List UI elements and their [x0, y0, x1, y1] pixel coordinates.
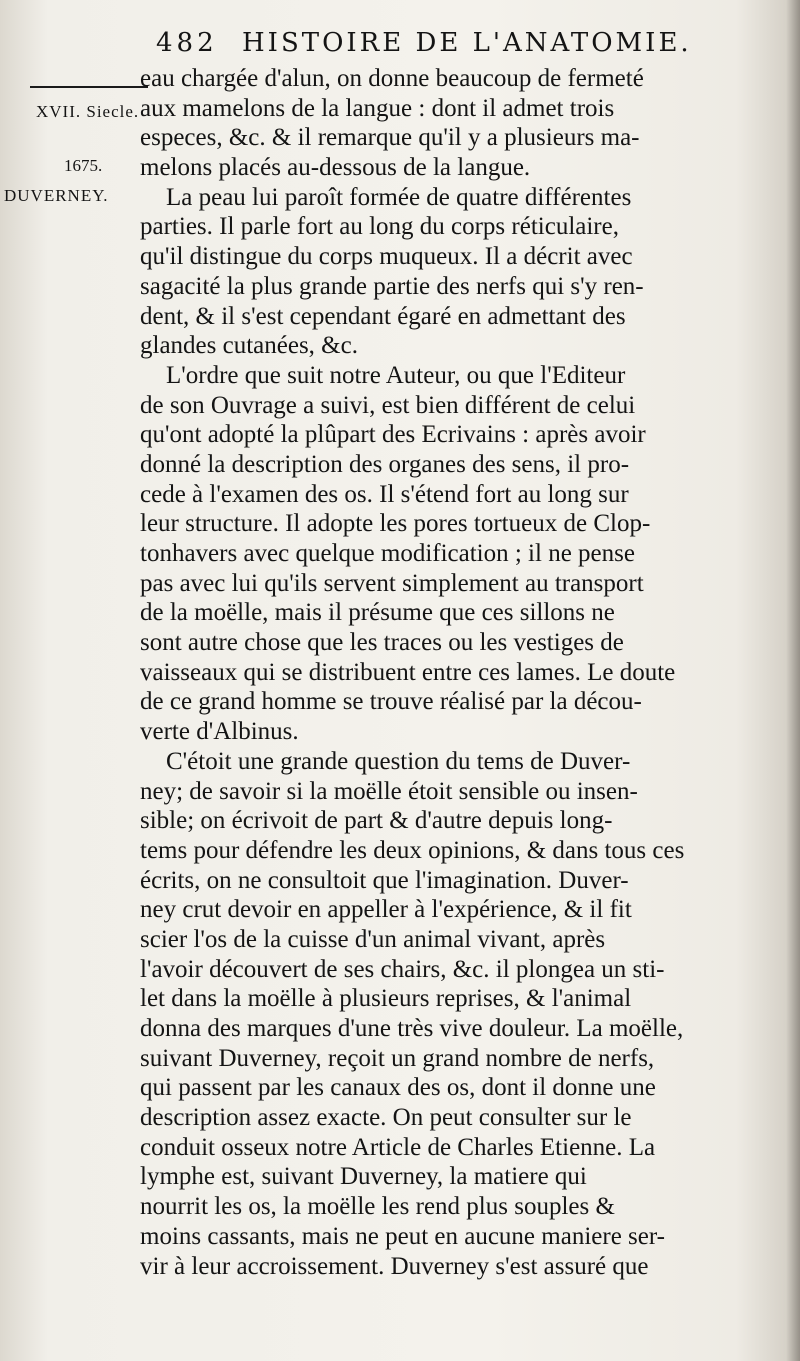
text-line: suivant Duverney, reçoit un grand nombre de nerfs, — [140, 1044, 655, 1072]
margin-year: 1675. — [64, 156, 103, 175]
text-line: écrits, on ne consultoit que l'imagination. Duver- — [140, 866, 629, 894]
text-line: cede à l'examen des os. Il s'étend fort au long sur — [140, 480, 629, 508]
text-line: conduit osseux notre Article de Charles Etienne. La — [140, 1133, 656, 1161]
text-line: de son Ouvrage a suivi, est bien différent de celui — [140, 391, 636, 419]
text-line: qu'ont adopté la plûpart des Ecrivains : après avoir — [140, 421, 646, 449]
text-line: parties. Il parle fort au long du corps réticulaire, — [140, 213, 619, 241]
page-number: 482 — [156, 28, 218, 58]
text-line: de la moëlle, mais il présume que ces sillons ne — [140, 599, 615, 627]
body-text — [140, 64, 760, 1281]
text-line: tems pour défendre les deux opinions, & dans tous ces — [140, 836, 685, 864]
page-edge-shadow — [786, 0, 800, 1361]
margin-century: XVII. Siecle. — [36, 102, 140, 121]
running-header — [150, 22, 760, 62]
text-line: moins cassants, mais ne peut en aucune maniere ser- — [140, 1222, 666, 1250]
text-line: La peau lui paroît formée de quatre différentes — [166, 183, 632, 211]
text-line: melons placés au-dessous de la langue. — [140, 154, 531, 182]
text-line: pas avec lui qu'ils servent simplement au transport — [140, 569, 644, 597]
text-line: donné la description des organes des sens, il pro- — [140, 450, 630, 478]
text-line: vaisseaux qui se distribuent entre ces lames. Le doute — [140, 658, 676, 686]
text-line: sagacité la plus grande partie des nerfs qui s'y ren- — [140, 272, 644, 300]
running-title: HISTOIRE DE L'ANATOMIE. — [242, 28, 692, 58]
text-line: nourrit les os, la moëlle les rend plus souples & — [140, 1193, 615, 1221]
text-line: de ce grand homme se trouve réalisé par la décou- — [140, 688, 642, 716]
text-line: leur structure. Il adopte les pores tortueux de Clop- — [140, 510, 651, 538]
text-line: verte d'Albinus. — [140, 718, 299, 746]
text-line: C'étoit une grande question du tems de Duver- — [166, 747, 631, 775]
text-line: dent, & il s'est cependant égaré en admettant des — [140, 302, 626, 330]
text-line: sont autre chose que les traces ou les vestiges de — [140, 629, 624, 657]
text-line: donna des marques d'une très vive douleur. La moëlle, — [140, 1015, 684, 1042]
text-line: ney; de savoir si la moëlle étoit sensible ou insen- — [140, 777, 638, 805]
text-line: qu'il distingue du corps muqueux. Il a décrit avec — [140, 243, 633, 271]
text-line: tonhavers avec quelque modification ; il ne pense — [140, 540, 635, 567]
margin-rule — [30, 86, 148, 88]
text-line: especes, &c. & il remarque qu'il y a plusieurs ma- — [140, 124, 640, 152]
text-line: eau chargée d'alun, on donne beaucoup de fermeté — [140, 65, 644, 92]
text-line: description assez exacte. On peut consulter sur le — [140, 1104, 632, 1132]
text-line: aux mamelons de la langue : dont il admet trois — [140, 94, 615, 122]
text-line: let dans la moëlle à plusieurs reprises, & l'animal — [140, 985, 632, 1013]
text-line: scier l'os de la cuisse d'un animal vivant, après — [140, 925, 606, 953]
margin-author: DUVERNEY. — [4, 186, 109, 205]
text-line: qui passent par les canaux des os, dont il donne une — [140, 1074, 656, 1102]
text-line: sible; on écrivoit de part & d'autre depuis long- — [140, 807, 613, 835]
text-line: glandes cutanées, &c. — [140, 332, 358, 360]
text-line: l'avoir découvert de ses chairs, &c. il plongea un sti- — [140, 955, 665, 983]
text-line: vir à leur accroissement. Duverney s'est assuré que — [140, 1252, 649, 1280]
text-line: L'ordre que suit notre Auteur, ou que l'Editeur — [166, 361, 626, 389]
text-line: ney crut devoir en appeller à l'expérience, & il fit — [140, 896, 632, 924]
text-line: lymphe est, suivant Duverney, la matiere qui — [140, 1163, 587, 1191]
